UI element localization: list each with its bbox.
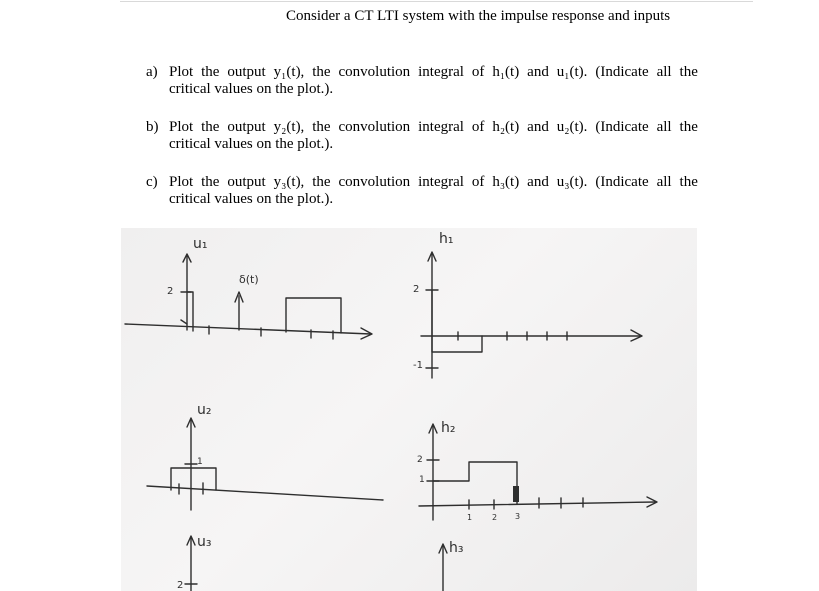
question-word: of	[471, 119, 485, 135]
question-word: h₂(t)	[492, 119, 520, 135]
question-word: u₁(t).	[556, 64, 588, 80]
question-word: Plot	[169, 119, 194, 135]
u1-amplitude-label: 2	[167, 286, 174, 297]
question-word: y₁(t),	[273, 64, 305, 80]
question-line-2: critical values on the plot.).	[169, 191, 334, 207]
problem-header: Consider a CT LTI system with the impulse response and inputs	[286, 8, 671, 24]
question-word: output	[227, 64, 266, 80]
question-word: (Indicate	[595, 174, 649, 190]
question-word: the	[312, 174, 331, 190]
u1-time-axis	[125, 324, 371, 334]
signal-sketches	[121, 228, 697, 591]
u3-name-label: u₃	[197, 534, 212, 550]
question-word: the	[679, 64, 698, 80]
u3-amplitude-label: 2	[177, 580, 184, 591]
u1-pulse	[187, 292, 193, 331]
question-line-1	[169, 174, 698, 191]
question-word: integral	[418, 174, 464, 190]
question-word: all	[656, 119, 672, 135]
question-word: (Indicate	[595, 119, 649, 135]
question-word: and	[527, 174, 549, 190]
question-word: convolution	[338, 64, 411, 80]
h3-plot	[439, 544, 447, 591]
question-word: h₁(t)	[492, 64, 520, 80]
question-word: convolution	[338, 119, 411, 135]
question-word: convolution	[338, 174, 411, 190]
question-word: h₃(t)	[492, 174, 520, 190]
h2-level2-label: 2	[417, 455, 423, 465]
u1-name-label: u₁	[193, 236, 208, 252]
question-word: the	[312, 64, 331, 80]
question-word: all	[656, 64, 672, 80]
u2-time-axis	[147, 486, 383, 500]
u2-plot	[147, 418, 383, 510]
h2-name-label: h₂	[441, 420, 456, 436]
top-divider	[120, 1, 753, 2]
question-word: Plot	[169, 174, 194, 190]
question-word: output	[227, 174, 266, 190]
question-word: the	[679, 174, 698, 190]
h1-neg-label: -1	[413, 360, 423, 371]
h2-tick-label: 3	[515, 512, 521, 521]
question-line-2: critical values on the plot.).	[169, 81, 334, 97]
h2-level1-label: 1	[419, 475, 425, 485]
question-word: Plot	[169, 64, 194, 80]
question-word: y₂(t),	[273, 119, 305, 135]
question-line-1	[169, 64, 698, 81]
h3-name-label: h₃	[449, 540, 464, 556]
h2-tick-label: 1	[467, 513, 473, 522]
u1-plot	[125, 254, 372, 339]
question-word: u₂(t).	[556, 119, 588, 135]
question-word: u₃(t).	[556, 174, 588, 190]
question-word: and	[527, 64, 549, 80]
h2-plot	[419, 424, 657, 520]
h2-response	[433, 462, 517, 504]
question-line-1	[169, 119, 698, 136]
u2-name-label: u₂	[197, 402, 212, 418]
question-b	[146, 119, 698, 153]
question-word: the	[201, 64, 220, 80]
question-marker: a)	[146, 64, 158, 80]
question-word: y₃(t),	[273, 174, 305, 190]
question-word: the	[201, 119, 220, 135]
question-word: all	[656, 174, 672, 190]
h1-name-label: h₁	[439, 231, 454, 247]
question-word: the	[201, 174, 220, 190]
question-word: the	[679, 119, 698, 135]
u1-impulse-label: δ(t)	[239, 273, 259, 286]
question-word: integral	[418, 64, 464, 80]
h1-plot	[421, 252, 642, 378]
u2-level-label: 1	[197, 457, 203, 467]
u3-plot	[185, 536, 197, 591]
question-word: (Indicate	[595, 64, 649, 80]
question-word: and	[527, 119, 549, 135]
question-marker: b)	[146, 119, 159, 135]
question-c	[146, 174, 698, 208]
h2-tick-label: 2	[492, 513, 498, 522]
question-marker: c)	[146, 174, 158, 190]
u2-pulse	[171, 468, 216, 490]
u1-delayed-pulse	[286, 298, 341, 333]
question-line-2: critical values on the plot.).	[169, 136, 334, 152]
question-word: of	[471, 64, 485, 80]
question-word: integral	[418, 119, 464, 135]
question-word: output	[227, 119, 266, 135]
h2-shaded-segment	[513, 486, 519, 502]
handwritten-sketch-photo	[121, 228, 697, 591]
question-a	[146, 64, 698, 98]
question-word: of	[471, 174, 485, 190]
h1-pos-label: 2	[413, 284, 420, 295]
h1-response	[426, 290, 482, 352]
h2-time-axis	[419, 502, 656, 506]
question-word: the	[312, 119, 331, 135]
